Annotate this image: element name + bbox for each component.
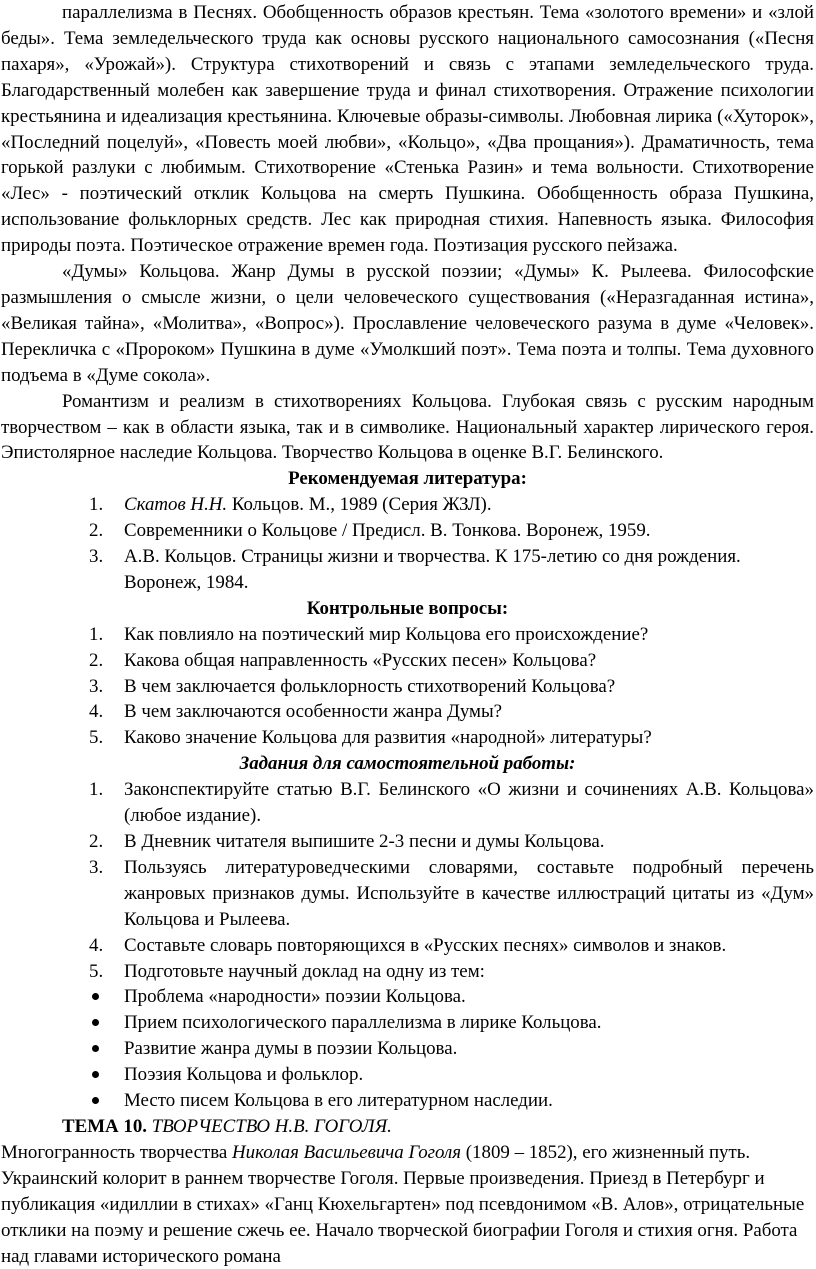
task-item [1, 959, 814, 985]
task-item [1, 829, 814, 855]
item-number: 2. [89, 520, 104, 542]
item-number: 5. [89, 960, 104, 982]
bullet-item [1, 1010, 814, 1036]
bullet-icon [92, 1045, 99, 1052]
tasks-heading: Задания для самостоятельной работы: [239, 753, 576, 775]
bullet-icon [92, 1019, 99, 1026]
bullet-item [1, 1062, 814, 1088]
item-number: 4. [89, 934, 104, 956]
literature-item [1, 492, 814, 518]
item-number: 3. [89, 856, 104, 878]
bullet-text: Проблема «народности» поэзии Кольцова. [124, 986, 466, 1008]
item-number: 2. [89, 649, 104, 671]
bullet-item [1, 984, 814, 1010]
text-column [1, 0, 814, 1269]
literature-title: Кольцов. М., 1989 (Серия ЖЗЛ). [227, 494, 492, 516]
gogol-intro: Многогранность творчества [1, 1141, 233, 1163]
topic-label: ТЕМА 10. [62, 1115, 148, 1137]
task-text: Законспектируйте статью В.Г. Белинского «О жизни и сочинениях А.В. Кольцова» (любое издание). [124, 779, 814, 827]
literature-list [1, 492, 814, 596]
bullet-text: Поэзия Кольцова и фольклор. [124, 1064, 364, 1086]
question-item [1, 622, 814, 648]
item-number: 4. [89, 701, 104, 723]
item-number: 1. [89, 494, 104, 516]
question-item [1, 725, 814, 751]
report-topics-list [1, 984, 814, 1114]
question-text: Как повлияло на поэтический мир Кольцова его происхождение? [124, 623, 649, 645]
task-text: Пользуясь литературоведческими словарями, составьте подробный перечень жанровых признаков думы. Используйте в качестве иллюстраций цитаты из «Дум» Кольцова и Рылеева. [124, 856, 814, 930]
bullet-item [1, 1088, 814, 1114]
topic-title: ТВОРЧЕСТВО Н.В. ГОГОЛЯ. [151, 1115, 392, 1137]
question-text: В чем заключаются особенности жанра Думы? [124, 701, 503, 723]
question-item [1, 648, 814, 674]
question-text: Каково значение Кольцова для развития «народной» литературы? [124, 727, 652, 749]
literature-item [1, 544, 814, 596]
bullet-icon [92, 1097, 99, 1104]
questions-list [1, 622, 814, 752]
item-number: 3. [89, 675, 104, 697]
paragraph-koltsov-songs: параллелизма в Песнях. Обобщенность образов крестьян. Тема «золотого времени» и «злой беды». Тема земледельческого труда как основы русского национального самосознания («Песня пахаря», «Урожай»). Структура стихотворений и связь с этапами земледельческого труда. Благодарственный молебен как завершение труда и финал стихотворения. Отражение психологии крестьянина и идеализация крестьянина. Ключевые образы-символы. Любовная лирика («Хуторок», «Последний поцелуй», «Повесть моей любви», «Кольцо», «Два прощания»). Драматичность, тема горькой разлуки с любимым. Стихотворение «Стенька Разин» и тема вольности. Стихотворение «Лес» - поэтический отклик Кольцова на смерть Пушкина. Обобщенность образа Пушкина, использование фольклорных средств. Лес как природная стихия. Напевность языка. Философия природы поэта. Поэтическое отражение времен года. Поэтизация русского пейзажа. [1, 2, 814, 257]
literature-title: А.В. Кольцов. Страницы жизни и творчества. К 175-летию со дня рождения. Воронеж, 1984. [124, 546, 741, 593]
paragraph-gogol [1, 1140, 814, 1269]
topic-heading [62, 1114, 814, 1140]
gogol-name: Николая Васильевича Гоголя [232, 1141, 462, 1163]
bullet-item [1, 1036, 814, 1062]
question-text: Какова общая направленность «Русских песен» Кольцова? [124, 649, 597, 671]
task-text: Составьте словарь повторяющихся в «Русских песнях» символов и знаков. [124, 934, 727, 956]
item-number: 2. [89, 831, 104, 852]
item-number: 1. [89, 623, 104, 645]
literature-author: Скатов Н.Н. [124, 494, 228, 516]
task-item [1, 933, 814, 959]
paragraph-romanticism: Романтизм и реализм в стихотворениях Кольцова. Глубокая связь с русским народным творчеством – как в области языка, так и в символике. Национальный характер лирического героя. Эпистолярное наследие Кольцова. Творчество Кольцова в оценке В.Г. Белинского. [1, 390, 814, 464]
bullet-text: Прием психологического параллелизма в лирике Кольцова. [124, 1012, 602, 1034]
literature-title: Современники о Кольцове / Предисл. В. Тонкова. Воронеж, 1959. [124, 520, 651, 542]
task-text: Подготовьте научный доклад на одну из тем: [124, 960, 485, 982]
task-item [1, 855, 814, 933]
item-number: 3. [89, 546, 104, 568]
paragraph-koltsov-dumy: «Думы» Кольцова. Жанр Думы в русской поэзии; «Думы» К. Рылеева. Философские размышления о смысле жизни, о цели человеческого существования («Неразгаданная истина», «Великая тайна», «Молитва», «Вопрос»). Прославление человеческого разума в думе «Человек». Перекличка с «Пророком» Пушкина в думе «Умолкший поэт». Тема поэта и толпы. Тема духовного подъема в «Думе сокола». [1, 261, 814, 386]
literature-item [1, 518, 814, 544]
bullet-icon [92, 993, 99, 1000]
bullet-icon [92, 1071, 99, 1078]
bullet-text: Развитие жанра думы в поэзии Кольцова. [124, 1038, 458, 1060]
tasks-list [1, 777, 814, 984]
question-text: В чем заключается фольклорность стихотворений Кольцова? [124, 675, 616, 697]
gogol-text: (1809 – 1852), его жизненный путь. Украинский колорит в раннем творчестве Гоголя. Первые произведения. Приезд в Петербург и публикация «идиллии в стихах» «Ганц Кюхельгартен» под псевдонимом «В. Алов», отрицательные отклики на поэму и решение сжечь ее. Начало творческой биографии Гоголя и стихия огня. Работа над главами исторического романа [1, 1141, 805, 1267]
item-number: 1. [89, 779, 104, 801]
question-item [1, 674, 814, 700]
questions-heading: Контрольные вопросы: [306, 597, 509, 619]
item-number: 5. [89, 727, 104, 749]
question-item [1, 699, 814, 725]
task-text: В Дневник читателя выпишите 2-3 песни и думы Кольцова. [124, 831, 605, 852]
bullet-text: Место писем Кольцова в его литературном наследии. [124, 1090, 553, 1112]
literature-heading: Рекомендуемая литература: [288, 468, 527, 490]
task-item [1, 777, 814, 829]
